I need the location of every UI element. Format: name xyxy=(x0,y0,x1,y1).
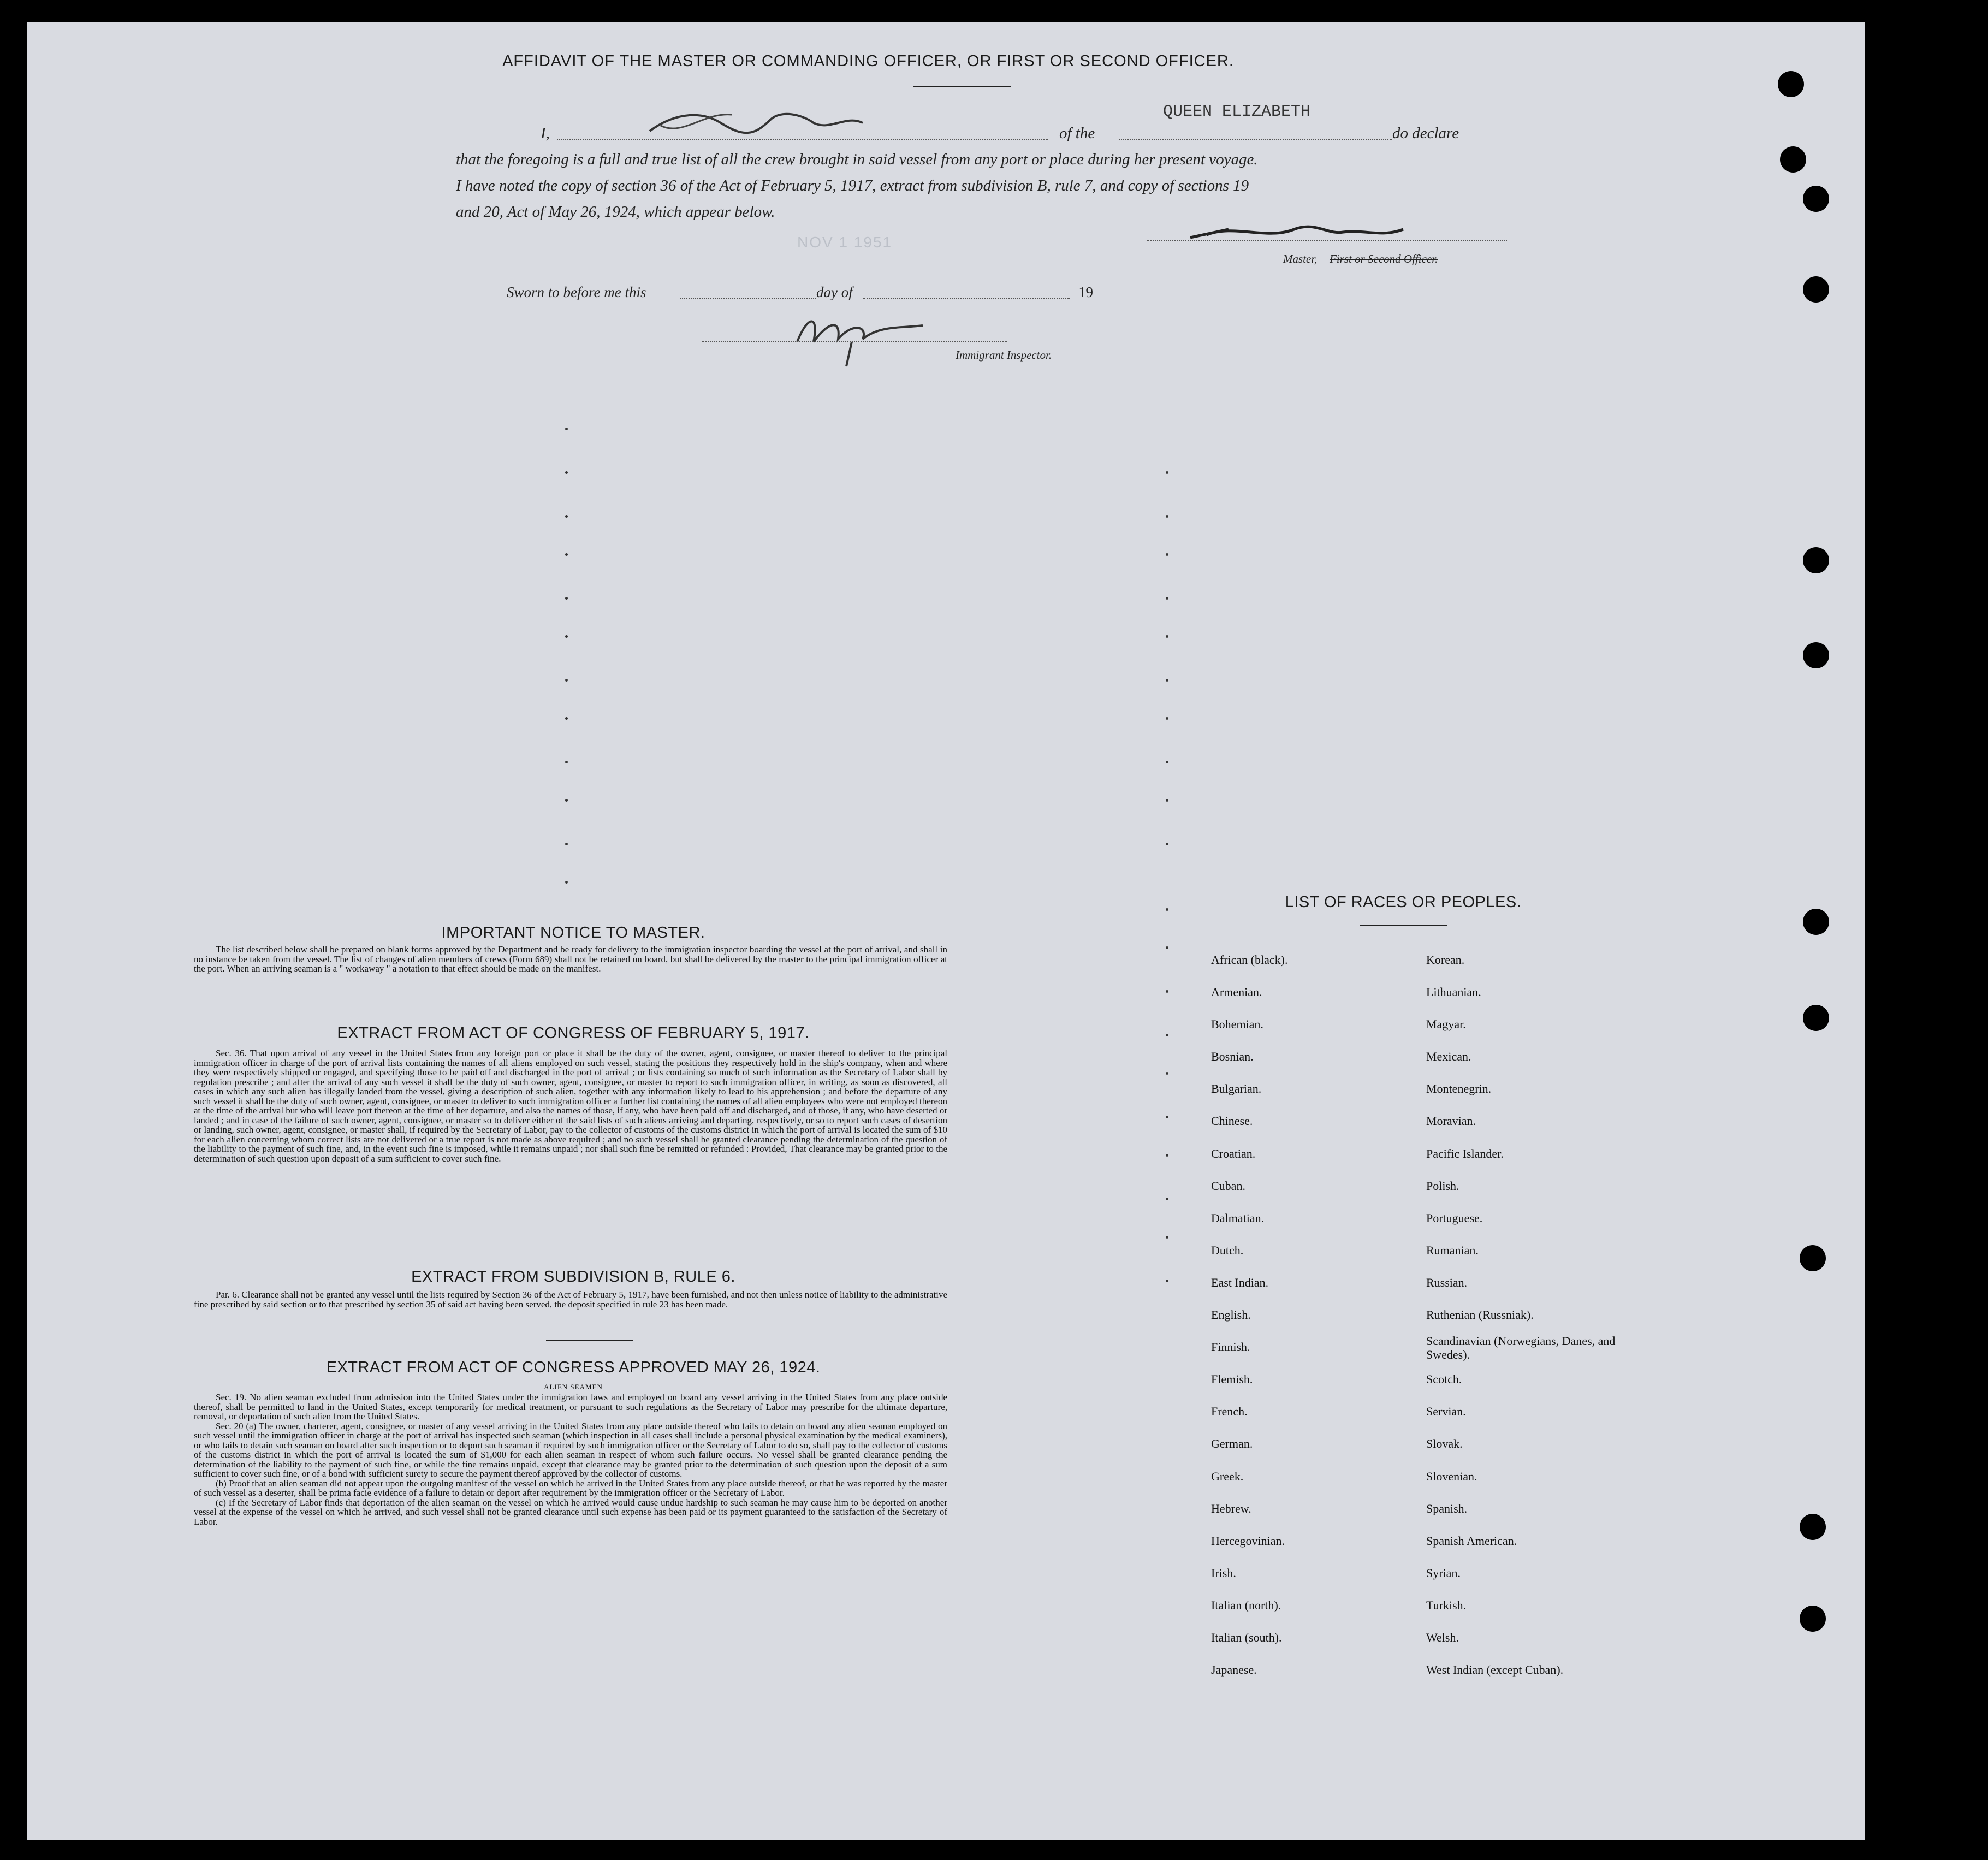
race-item: Flemish. xyxy=(1211,1372,1253,1387)
dot xyxy=(1166,990,1168,993)
declaration-line-2: that the foregoing is a full and true list of all the crew brought in said vessel from any port or place during her present voyage. xyxy=(456,151,1258,168)
race-item: Pacific Islander. xyxy=(1426,1146,1504,1160)
dot xyxy=(565,881,568,884)
races-right-column xyxy=(1426,944,1623,1686)
sec-19-text: Sec. 19. No alien seaman excluded from admission into the United States under the immigration laws and employed on board any vessel arriving in the United States from any place outside thereof, shall be permitted to land in the United States, except temporarily for medical treatment, or pursuant to such regulations as the Secretary of Labor may prescribe for the ultimate departure, removal, or deportation of such alien from the United States. xyxy=(194,1392,947,1421)
extract-1917-text: Sec. 36. That upon arrival of any vessel in the United States from any foreign port or place it shall be the duty of the owner, agent, consignee, or master thereof to deliver to the principal immigration officer in charge of the port of arrival lists containing the names of all aliens employed on such vessel, stating the positions they respectively hold in the ship's company, when and where they were respectively shipped or engaged, and specifying those to be paid off and discharged in the port of arrival ; or lists containing so much of such information as the Secretary of Labor shall by regulation prescribe ; and after the arrival of any such vessel it shall be the duty of such owner, agent, consignee, or master to report to such immigration officer, in writing, as soon as discovered, all cases in which any such alien has illegally landed from the vessel, giving a description of such alien, together with any information likely to lead to his apprehension ; and before the departure of any such vessel it shall be the duty of such owner, agent, consignee, or master to deliver to such immigration officer a further list containing the names of all alien employees who were not employed thereon at the time of the arrival but who will leave port thereon at the time of her departure, and also the names of those, if any, who have been paid off and discharged, and of those, if any, who have deserted or landed ; and in case of the failure of such owner, agent, consignee, or master so to deliver either of the said lists of such aliens arriving and departing, respectively, or so to report such cases of desertion or landing, such owner, agent, consignee, or master shall, if required by the Secretary of Labor, pay to the collector of customs of the customs district in which the port of arrival is located the sum of $10 for each alien concerning whom correct lists are not delivered or a true report is not made as above required ; and no such vessel shall be granted clearance pending the determination of the question of the liability to the payment of such fine, and, in the event such fine is imposed, while it remains unpaid ; nor shall such fine be remitted or refunded : Provided, That clearance may be granted prior to the determination of such question upon deposit of a sum sufficient to cover such fine. xyxy=(194,1048,947,1164)
punch-hole xyxy=(1800,1514,1826,1540)
year-prefix: 19 xyxy=(1078,284,1093,300)
race-item: East Indian. xyxy=(1211,1275,1269,1289)
punch-hole xyxy=(1803,276,1829,303)
race-item: German. xyxy=(1211,1437,1253,1451)
dot xyxy=(565,679,568,682)
race-item: Dutch. xyxy=(1211,1243,1244,1257)
race-item: Finnish. xyxy=(1211,1340,1250,1354)
punch-hole xyxy=(1780,146,1806,173)
extract-1917-heading: EXTRACT FROM ACT OF CONGRESS OF FEBRUARY 5, 1917. xyxy=(337,1024,810,1042)
punch-hole xyxy=(1778,71,1804,97)
dot xyxy=(1166,597,1168,600)
race-item: Lithuanian. xyxy=(1426,985,1481,999)
dot xyxy=(1166,635,1168,638)
declarant-signature xyxy=(639,98,879,142)
punch-hole xyxy=(1803,909,1829,935)
dot xyxy=(565,515,568,518)
race-item: Slovenian. xyxy=(1426,1469,1477,1483)
sec-20c-text: (c) If the Secretary of Labor finds that deportation of the alien seaman on the vessel on which he arrived would cause undue hardship to such seaman he may cause him to be deported on another vessel at the expense of the vessel on which he arrived, and such vessel shall not be granted clearance until such expense has been paid or its payment guaranteed to the satisfaction of the Secretary of Labor. xyxy=(194,1497,947,1527)
dot xyxy=(1166,515,1168,518)
race-item: Italian (north). xyxy=(1211,1598,1281,1612)
dot xyxy=(1166,679,1168,682)
race-item: Russian. xyxy=(1426,1275,1468,1289)
dot xyxy=(565,635,568,638)
inspector-label: Immigrant Inspector. xyxy=(956,348,1052,362)
punch-hole xyxy=(1800,1245,1826,1271)
race-item: French. xyxy=(1211,1405,1248,1419)
race-item: West Indian (except Cuban). xyxy=(1426,1663,1564,1677)
punch-hole xyxy=(1803,642,1829,668)
declarant-label: I, xyxy=(541,125,550,142)
date-stamp: NOV 1 1951 xyxy=(797,234,893,251)
dot xyxy=(1166,761,1168,763)
rule6-text: Par. 6. Clearance shall not be granted any vessel until the lists required by Section 36 of the Act of February 5, 1917, have been furnished, and not then unless notice of liability to the administrative fine prescribed by said section or to that prescribed by section 35 of said act having been served, the deposit specified in rule 23 has been made. xyxy=(194,1289,947,1310)
dot xyxy=(1166,1198,1168,1200)
dot xyxy=(565,843,568,845)
race-item: Polish. xyxy=(1426,1178,1459,1193)
affidavit-title: AFFIDAVIT OF THE MASTER OR COMMANDING OFFICER, OR FIRST OR SECOND OFFICER. xyxy=(502,52,1234,70)
race-item: Irish. xyxy=(1211,1566,1236,1580)
races-underline xyxy=(1360,925,1447,926)
rule6-heading: EXTRACT FROM SUBDIVISION B, RULE 6. xyxy=(411,1268,735,1286)
race-item: Hercegovinian. xyxy=(1211,1533,1285,1548)
dot xyxy=(1166,1154,1168,1157)
inspector-line xyxy=(702,341,1007,342)
race-item: Cuban. xyxy=(1211,1178,1245,1193)
notice-heading: IMPORTANT NOTICE TO MASTER. xyxy=(441,924,705,941)
punch-hole xyxy=(1803,1005,1829,1031)
dot xyxy=(1166,799,1168,802)
dot xyxy=(565,761,568,763)
dot xyxy=(1166,471,1168,474)
dot xyxy=(1166,1072,1168,1075)
day-of-label: day of xyxy=(816,284,853,300)
race-item: Bosnian. xyxy=(1211,1050,1254,1064)
extract-1924-body xyxy=(194,1393,947,1526)
race-item: Magyar. xyxy=(1426,1017,1466,1032)
race-item: Ruthenian (Russniak). xyxy=(1426,1308,1534,1322)
race-item: Chinese. xyxy=(1211,1114,1253,1128)
dot xyxy=(565,471,568,474)
alien-seamen-subheading: ALIEN SEAMEN xyxy=(544,1383,603,1391)
race-item: Slovak. xyxy=(1426,1437,1463,1451)
race-item: English. xyxy=(1211,1308,1251,1322)
race-item: Syrian. xyxy=(1426,1566,1461,1580)
race-item: Japanese. xyxy=(1211,1663,1257,1677)
race-item: Moravian. xyxy=(1426,1114,1476,1128)
inspector-signature xyxy=(786,304,983,369)
race-item: Servian. xyxy=(1426,1405,1466,1419)
race-item: Mexican. xyxy=(1426,1050,1471,1064)
race-item: Spanish American. xyxy=(1426,1533,1517,1548)
dot xyxy=(1166,717,1168,720)
declare-label: do declare xyxy=(1392,125,1459,142)
sworn-label: Sworn to before me this xyxy=(507,284,646,300)
dot xyxy=(565,553,568,556)
race-item: Dalmatian. xyxy=(1211,1211,1265,1225)
race-item: Montenegrin. xyxy=(1426,1082,1492,1096)
races-heading: LIST OF RACES OR PEOPLES. xyxy=(1285,893,1522,911)
race-item: Portuguese. xyxy=(1426,1211,1483,1225)
race-item: Hebrew. xyxy=(1211,1501,1251,1515)
race-item: African (black). xyxy=(1211,953,1288,967)
dot xyxy=(1166,1236,1168,1239)
dot xyxy=(1166,843,1168,845)
race-item: Croatian. xyxy=(1211,1146,1256,1160)
punch-hole xyxy=(1800,1606,1826,1632)
race-item: Scandinavian (Norwegians, Danes, and Swedes). xyxy=(1426,1334,1616,1362)
race-item: Greek. xyxy=(1211,1469,1244,1483)
race-item: Italian (south). xyxy=(1211,1630,1282,1644)
race-item: Rumanian. xyxy=(1426,1243,1479,1257)
dot xyxy=(1166,946,1168,949)
dot xyxy=(565,597,568,600)
dot xyxy=(1166,908,1168,911)
master-label: Master, xyxy=(1283,252,1318,265)
master-signature xyxy=(1185,213,1469,251)
dot xyxy=(1166,1280,1168,1282)
declaration-line-3: I have noted the copy of section 36 of the Act of February 5, 1917, extract from subdivision B, rule 7, and copy of sections 19 xyxy=(456,177,1249,194)
dot xyxy=(1166,553,1168,556)
race-item: Scotch. xyxy=(1426,1372,1462,1387)
race-item: Bulgarian. xyxy=(1211,1082,1262,1096)
title-underline xyxy=(913,86,1011,87)
vessel-name: QUEEN ELIZABETH xyxy=(1163,103,1311,121)
vessel-line xyxy=(1119,139,1392,140)
dot xyxy=(565,799,568,802)
declaration-line-4: and 20, Act of May 26, 1924, which appear below. xyxy=(456,203,775,221)
sec-20b-text: (b) Proof that an alien seaman did not appear upon the outgoing manifest of the vessel on which he arrived in the United States from any place outside thereof, or that he was reported by the master of such vessel as a deserter, shall be prima facie evidence of a failure to detain or deport after requirement by the immigration officer or the Secretary of Labor. xyxy=(194,1478,947,1498)
notice-text: The list described below shall be prepared on blank forms approved by the Department and be ready for delivery to the immigration inspector boarding the vessel at the port of arrival, and shall in no instance be taken from the vessel. The list of changes of alien members of crews (Form 689) shall not be retained on board, but shall be delivered by the master to the principal immigration officer at the port. When an arriving seaman is a " workaway " a notation to that effect should be made on the manifest. xyxy=(194,944,947,974)
dot xyxy=(565,717,568,720)
race-item: Welsh. xyxy=(1426,1630,1459,1644)
races-left-column xyxy=(1211,944,1413,1686)
sworn-day-line xyxy=(680,298,816,299)
divider xyxy=(546,1340,633,1341)
dot xyxy=(565,428,568,430)
of-the-label: of the xyxy=(1059,125,1095,142)
race-item: Turkish. xyxy=(1426,1598,1467,1612)
master-signature-line xyxy=(1147,240,1507,241)
dot xyxy=(1166,1034,1168,1036)
punch-hole xyxy=(1803,186,1829,212)
sec-20a-text: Sec. 20 (a) The owner, charterer, agent, consignee, or master of any vessel arriving in the United States from any place outside thereof who fails to detain on board any alien seaman employed on such vessel until the immigration officer in charge at the port of arrival has inspected such seaman (which inspection in all cases shall include a personal physical examination by the medical examiners), or who fails to detain such seaman on board after such inspection or to deport such seaman if required by such immigration officer or the Secretary of Labor to do so, shall pay to the collector of customs of the customs district in which the port of arrival is located the sum of $1,000 for each alien seaman in respect of whom such failure occurs. No vessel shall be granted clearance pending the determination of the liability to the payment of such fine, or while the fine remains unpaid, except that clearance may be granted prior to the determination of such question upon the deposit of a sum sufficient to cover such fine, or of a bond with sufficient surety to secure the payment thereof approved by the collector of customs. xyxy=(194,1420,947,1479)
sworn-month-line xyxy=(863,298,1070,299)
race-item: Bohemian. xyxy=(1211,1017,1263,1032)
race-item: Korean. xyxy=(1426,953,1465,967)
punch-hole xyxy=(1803,547,1829,573)
extract-1924-heading: EXTRACT FROM ACT OF CONGRESS APPROVED MAY 26, 1924. xyxy=(326,1359,821,1376)
race-item: Spanish. xyxy=(1426,1501,1468,1515)
struck-officer-text: First or Second Officer. xyxy=(1330,252,1438,265)
dot xyxy=(1166,1116,1168,1118)
race-item: Armenian. xyxy=(1211,985,1262,999)
